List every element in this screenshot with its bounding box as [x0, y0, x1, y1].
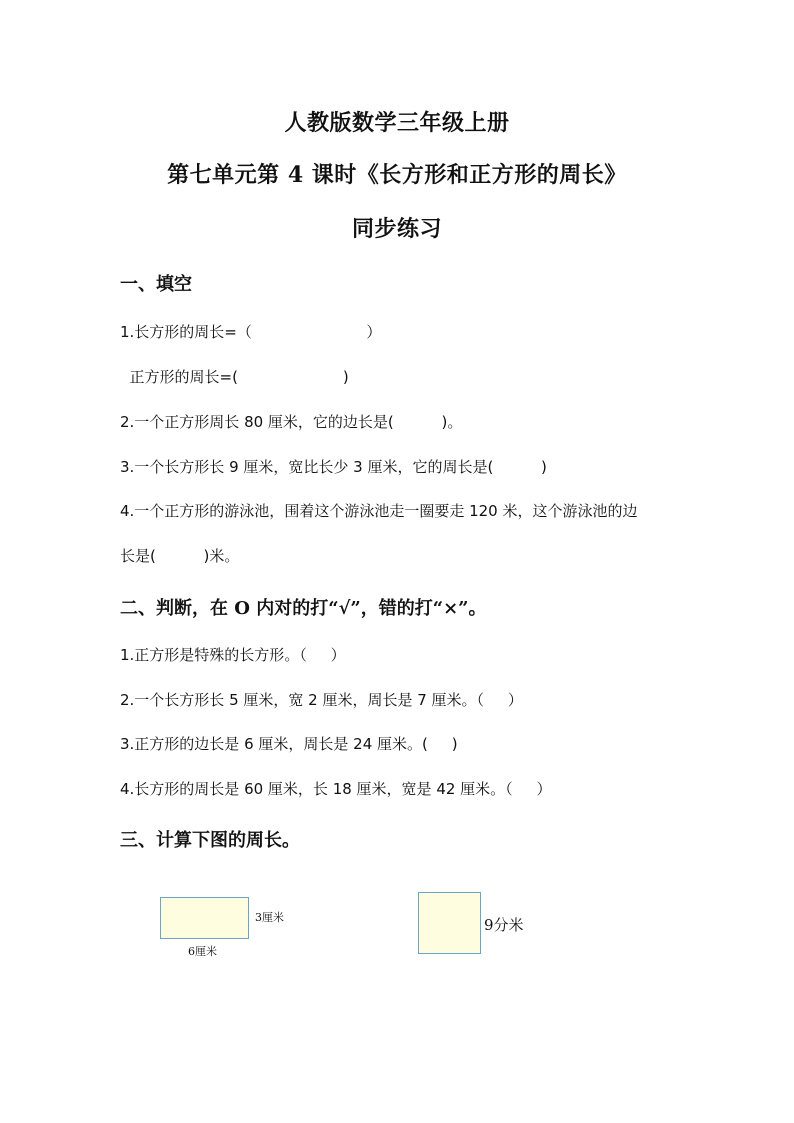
- rectangle-figure: [160, 897, 249, 939]
- rectangle-length-label: 6厘米: [188, 945, 217, 958]
- square-side-label: 9分米: [484, 916, 524, 934]
- question-1-2: 正方形的周长=( ): [120, 368, 349, 386]
- section-fill-blank-heading: 一、填空: [120, 274, 192, 295]
- square-figure: [418, 892, 481, 954]
- question-1-1: 1.长方形的周长=（ ）: [120, 323, 382, 341]
- question-1-5-cont: 长是( )米。: [120, 547, 240, 565]
- question-1-4: 3.一个长方形长 9 厘米，宽比长少 3 厘米，它的周长是( ): [120, 458, 547, 476]
- section-perimeter-heading: 三、计算下图的周长。: [120, 830, 300, 851]
- section-true-false-heading: 二、判断，在 O 内对的打“√”，错的打“×”。: [120, 598, 487, 619]
- question-2-1: 1.正方形是特殊的长方形。（ ）: [120, 646, 346, 664]
- question-2-4: 4.长方形的周长是 60 厘米，长 18 厘米，宽是 42 厘米。（ ）: [120, 780, 552, 798]
- question-2-2: 2.一个长方形长 5 厘米，宽 2 厘米，周长是 7 厘米。（ ）: [120, 691, 523, 709]
- page-title: 人教版数学三年级上册: [284, 110, 510, 136]
- rectangle-width-label: 3厘米: [255, 911, 284, 924]
- question-2-3: 3.正方形的边长是 6 厘米，周长是 24 厘米。( ): [120, 735, 458, 753]
- lesson-subtitle: 第七单元第 4 课时《长方形和正方形的周长》: [167, 162, 627, 188]
- question-1-3: 2.一个正方形周长 80 厘米，它的边长是( )。: [120, 413, 463, 431]
- question-1-5: 4.一个正方形的游泳池，围着这个游泳池走一圈要走 120 米，这个游泳池的边: [120, 502, 638, 520]
- exercise-subtitle: 同步练习: [351, 216, 442, 242]
